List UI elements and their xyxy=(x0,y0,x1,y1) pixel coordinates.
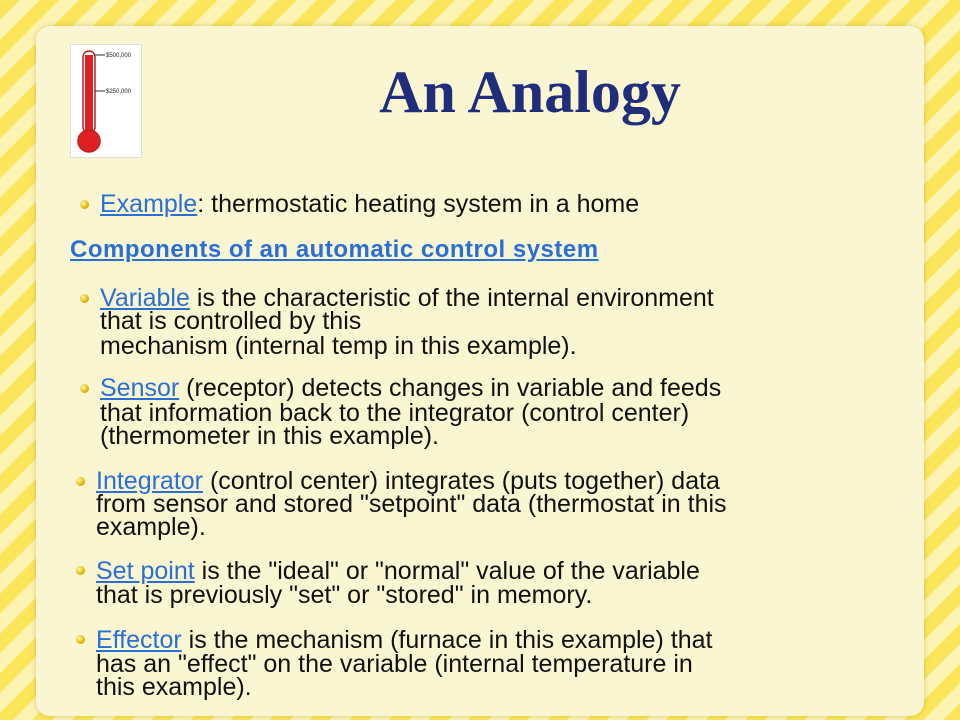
effector-line-3: this example). xyxy=(96,673,252,701)
effector-line-1 xyxy=(96,628,896,652)
bullet-icon xyxy=(76,635,85,644)
bullet-icon xyxy=(80,294,89,303)
integrator-link[interactable]: Integrator xyxy=(96,467,204,495)
setpoint-line-1 xyxy=(96,559,896,583)
setpoint-link[interactable]: Set point xyxy=(96,557,195,585)
variable-line-3: mechanism (internal temp in this example). xyxy=(100,332,577,360)
bullet-icon xyxy=(80,200,89,209)
example-line xyxy=(100,192,900,216)
bullet-icon xyxy=(76,566,85,575)
effector-link[interactable]: Effector xyxy=(96,626,182,654)
integrator-line-2: from sensor and stored "setpoint" data (thermostat in this xyxy=(96,490,727,518)
bullet-icon xyxy=(80,384,89,393)
effector-line-2: has an "effect" on the variable (internal temperature in xyxy=(96,650,693,678)
bullet-icon xyxy=(76,477,85,486)
slide-title: An Analogy xyxy=(379,59,681,125)
integrator-text-1: (control center) integrates (puts together) data xyxy=(203,467,720,495)
effector-text-1: is the mechanism (furnace in this example) that xyxy=(181,626,713,654)
thermo-label-top: $500,000 xyxy=(106,53,132,59)
slide-panel xyxy=(36,26,924,716)
sensor-line-3: (thermometer in this example). xyxy=(100,422,440,450)
integrator-line-3: example). xyxy=(96,513,206,541)
sensor-text-1: (receptor) detects changes in variable and feeds xyxy=(179,374,722,402)
sensor-line-1 xyxy=(100,376,900,400)
thermo-label-mid: $250,000 xyxy=(106,89,132,95)
components-heading[interactable]: Components of an automatic control system xyxy=(70,236,599,263)
sensor-line-2: that information back to the integrator (control center) xyxy=(100,399,690,427)
example-text: : thermostatic heating system in a home xyxy=(197,190,640,218)
example-link[interactable]: Example xyxy=(100,190,198,218)
variable-link[interactable]: Variable xyxy=(100,284,190,312)
setpoint-text-1: is the "ideal" or "normal" value of the variable xyxy=(194,557,700,585)
sensor-link[interactable]: Sensor xyxy=(100,374,180,402)
setpoint-line-2: that is previously "set" or "stored" in memory. xyxy=(96,581,593,609)
variable-text-1: is the characteristic of the internal environment xyxy=(189,284,714,312)
variable-line-2: that is controlled by this xyxy=(100,307,362,335)
